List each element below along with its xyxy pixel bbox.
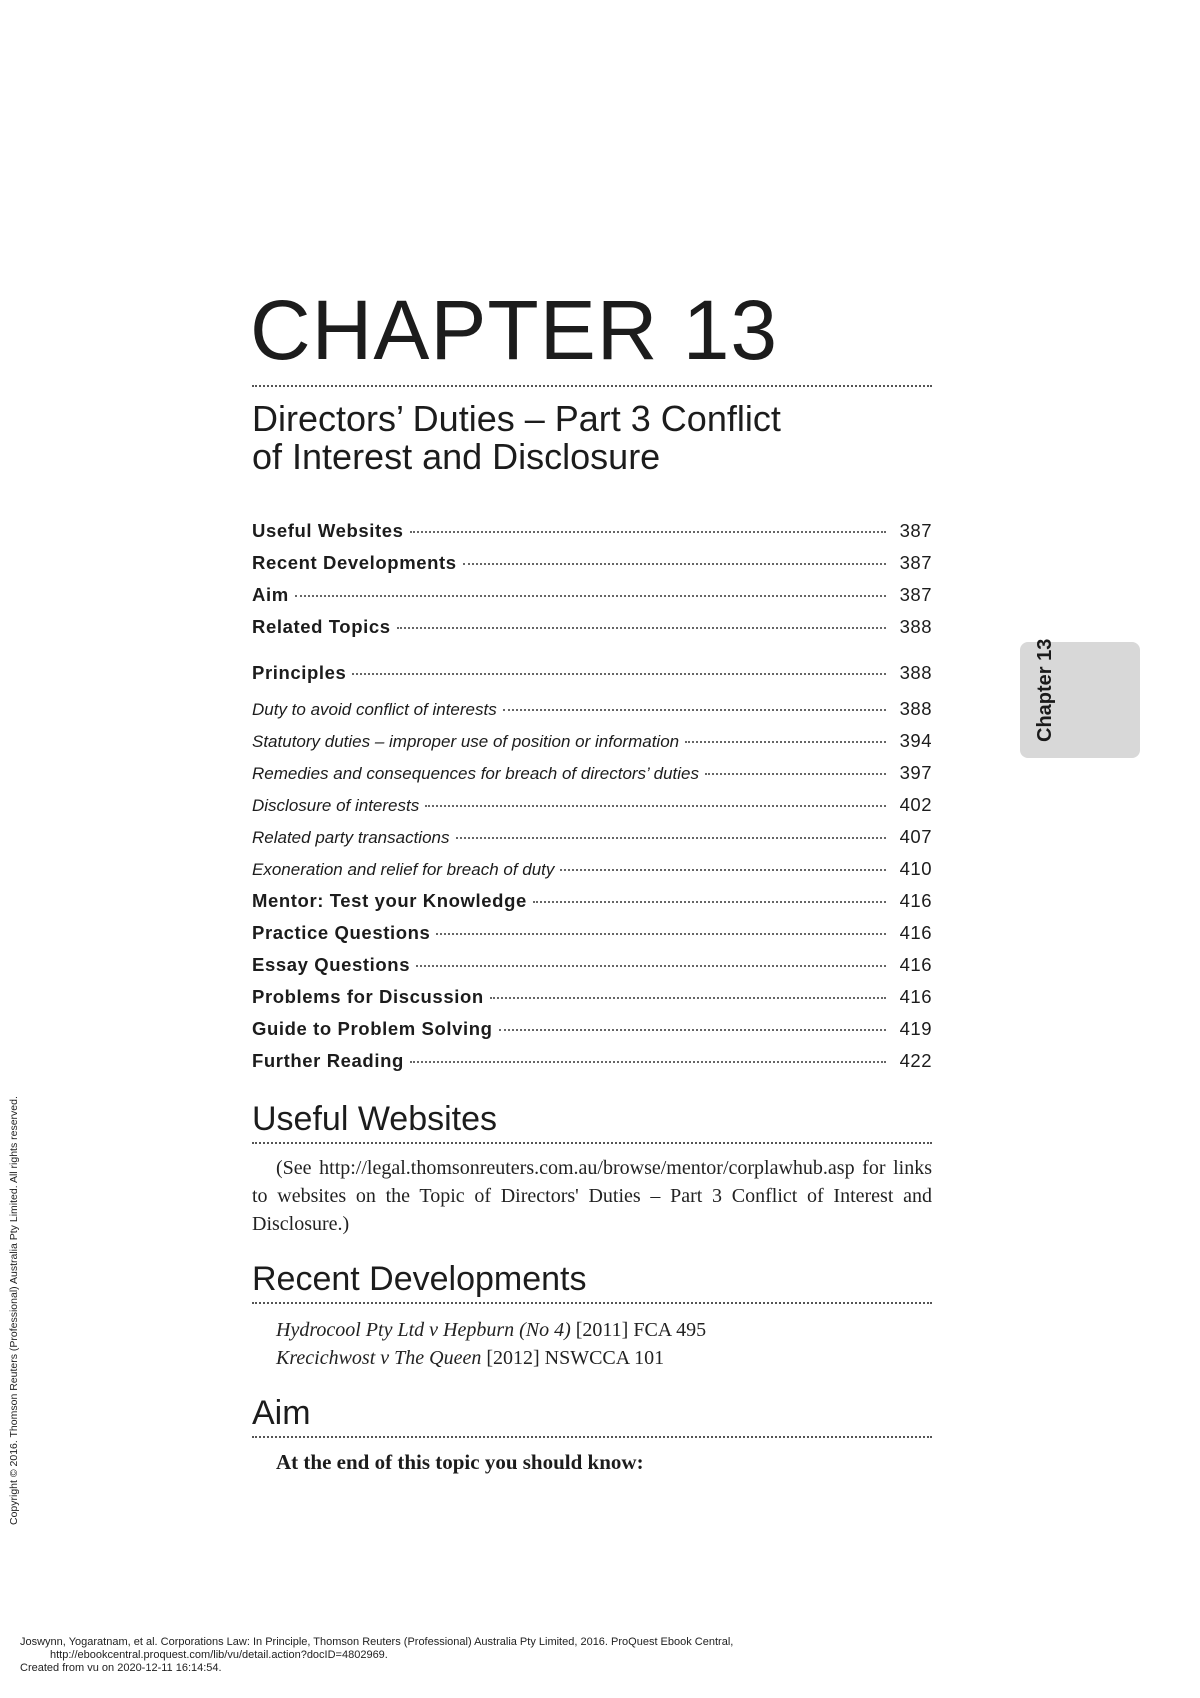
toc-entry[interactable] (252, 520, 932, 546)
toc-entry-label: Recent Developments (252, 552, 457, 573)
chapter-title-line1: Directors’ Duties – Part 3 Conflict (252, 398, 781, 439)
source-citation (20, 1636, 733, 1675)
toc-leader (560, 869, 886, 871)
toc-leader (436, 933, 886, 935)
toc-entry-label: Further Reading (252, 1050, 404, 1071)
copyright-notice: Copyright © 2016. Thomson Reuters (Professional) Australia Pty Limited. All rights reserved. (8, 1096, 20, 1525)
toc-entry[interactable] (252, 922, 932, 948)
toc-entry-label: Essay Questions (252, 954, 411, 975)
citation-line: Created from vu on 2020-12-11 16:14:54. (20, 1662, 222, 1674)
toc-entry-page: 387 (899, 520, 932, 541)
chapter-title (252, 400, 942, 476)
toc-entry-label: Disclosure of interests (252, 796, 420, 815)
toc-entry-label: Mentor: Test your Knowledge (252, 890, 527, 911)
toc-entry-page: 422 (899, 1050, 932, 1071)
toc-entry-page: 410 (899, 858, 932, 879)
section-heading-useful-websites: Useful Websites (252, 1100, 498, 1138)
toc-entry-label: Problems for Discussion (252, 986, 484, 1007)
toc-leader (533, 901, 886, 903)
toc-entry[interactable] (252, 1018, 932, 1044)
toc-entry-page: 387 (899, 584, 932, 605)
case-reference: [2011] FCA 495 (570, 1319, 707, 1341)
useful-websites-text: (See http://legal.thomsonreuters.com.au/browse/mentor/corplawhub.asp for links to websites on the Topic of Directors' Duties – Part 3 Conflict of Interest and Disclosure.) (252, 1157, 932, 1235)
toc-entry-label: Useful Websites (252, 520, 404, 541)
toc-leader (416, 965, 886, 967)
toc-leader (490, 997, 886, 999)
toc-leader (463, 563, 886, 565)
case-name: Krecichwost v The Queen (276, 1347, 482, 1369)
chapter-title-line2: of Interest and Disclosure (252, 436, 661, 477)
case-citation (276, 1344, 664, 1372)
divider (252, 1302, 932, 1304)
toc-entry[interactable] (252, 954, 932, 980)
toc-leader (456, 837, 887, 839)
toc-entry[interactable] (252, 1050, 932, 1076)
toc-entry-label: Practice Questions (252, 922, 431, 943)
toc-entry-label: Related Topics (252, 616, 391, 637)
citation-url[interactable]: http://ebookcentral.proquest.com/lib/vu/detail.action?docID=4802969. (50, 1649, 388, 1661)
toc-leader (685, 741, 886, 743)
toc-entry[interactable] (252, 986, 932, 1012)
toc-entry-page: 388 (899, 616, 932, 637)
toc-subentry[interactable] (252, 826, 932, 852)
toc-entry-page: 388 (899, 698, 932, 719)
toc-entry-page: 416 (899, 890, 932, 911)
toc-entry-label: Exoneration and relief for breach of duty (252, 860, 555, 879)
toc-entry[interactable] (252, 890, 932, 916)
toc-leader (499, 1029, 886, 1031)
toc-leader (425, 805, 886, 807)
divider (252, 1436, 932, 1438)
toc-leader (397, 627, 886, 629)
toc-leader (410, 1061, 886, 1063)
toc-leader (503, 709, 886, 711)
toc-entry-page: 416 (899, 986, 932, 1007)
toc-leader (295, 595, 886, 597)
chapter-thumb-tab-label: Chapter 13 (1034, 638, 1056, 742)
toc-entry[interactable] (252, 662, 932, 688)
toc-entry[interactable] (252, 616, 932, 642)
citation-line: Joswynn, Yogaratnam, et al. Corporations Law: In Principle, Thomson Reuters (Professional) Australia Pty Limited, 2016. ProQuest Ebook Central, (20, 1636, 734, 1648)
toc-entry[interactable] (252, 552, 932, 578)
section-heading-recent-developments: Recent Developments (252, 1260, 587, 1298)
toc-entry[interactable] (252, 584, 932, 610)
toc-leader (410, 531, 886, 533)
toc-entry-label: Related party transactions (252, 828, 450, 847)
case-name: Hydrocool Pty Ltd v Hepburn (No 4) (276, 1319, 571, 1341)
chapter-heading: CHAPTER 13 (250, 283, 779, 377)
toc-entry-page: 388 (899, 662, 932, 683)
toc-subentry[interactable] (252, 794, 932, 820)
toc-entry-page: 416 (899, 922, 932, 943)
toc-entry-label: Principles (252, 662, 347, 683)
divider (252, 1142, 932, 1144)
toc-entry-page: 407 (899, 826, 932, 847)
section-heading-aim: Aim (252, 1394, 311, 1432)
toc-entry-label: Remedies and consequences for breach of directors’ duties (252, 764, 699, 783)
toc-leader (352, 673, 886, 675)
toc-subentry[interactable] (252, 762, 932, 788)
toc-entry-label: Statutory duties – improper use of position or information (252, 732, 680, 751)
toc-subentry[interactable] (252, 730, 932, 756)
toc-entry-label: Duty to avoid conflict of interests (252, 700, 497, 719)
toc-subentry[interactable] (252, 698, 932, 724)
toc-entry-page: 387 (899, 552, 932, 573)
chapter-thumb-tab (1020, 638, 1140, 758)
toc-leader (705, 773, 886, 775)
case-citation (276, 1316, 706, 1344)
toc-subentry[interactable] (252, 858, 932, 884)
toc-entry-page: 416 (899, 954, 932, 975)
toc-entry-label: Guide to Problem Solving (252, 1018, 493, 1039)
toc-entry-page: 402 (899, 794, 932, 815)
case-reference: [2012] NSWCCA 101 (481, 1347, 665, 1369)
toc-entry-page: 397 (899, 762, 932, 783)
aim-intro: At the end of this topic you should know: (276, 1450, 644, 1474)
toc-entry-page: 419 (899, 1018, 932, 1039)
divider (252, 385, 932, 387)
toc-entry-label: Aim (252, 584, 289, 605)
toc-entry-page: 394 (899, 730, 932, 751)
